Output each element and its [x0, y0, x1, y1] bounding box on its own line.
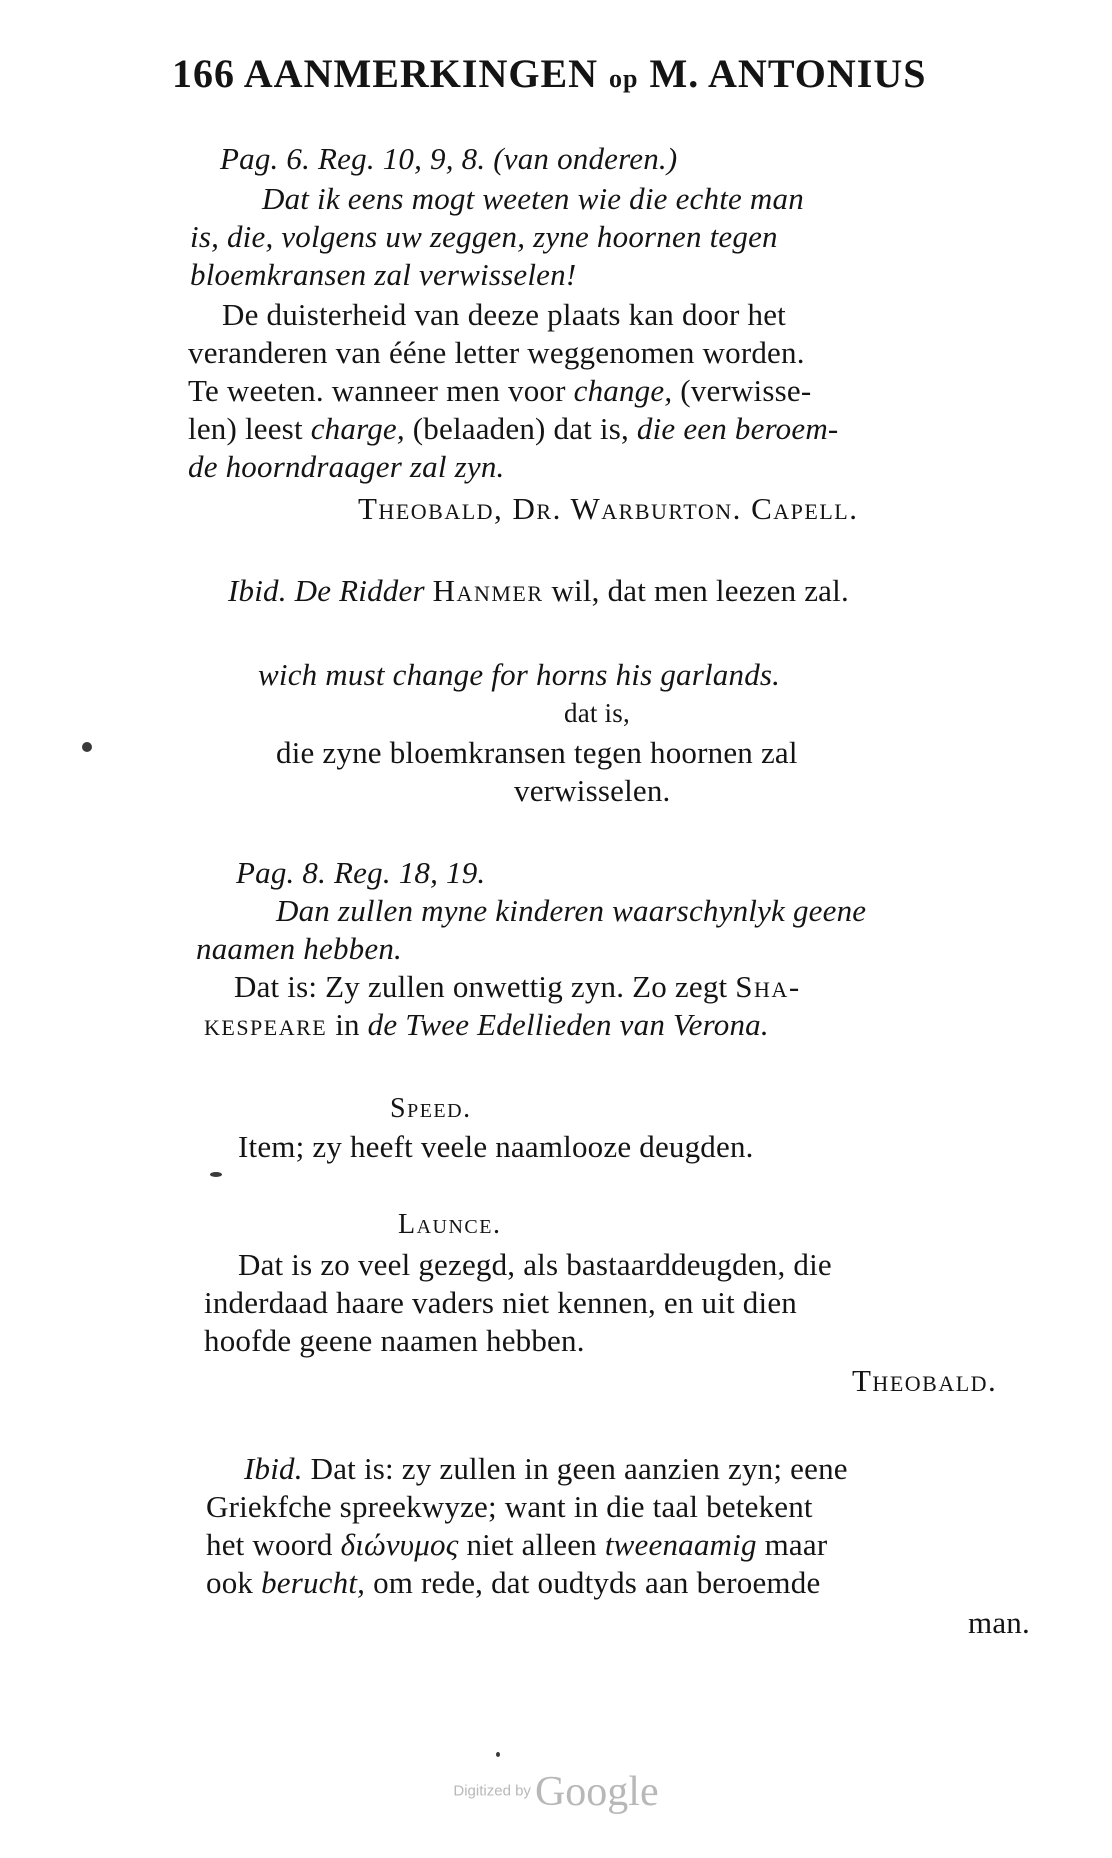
note-4-line-2: Griekfche spreekwyze; want in die taal betekent [206, 1489, 813, 1524]
note-2-connector: dat is, [564, 698, 630, 728]
header-title-part-2: M. ANTONIUS [649, 51, 927, 96]
speaker-speed: Speed. [390, 1093, 472, 1124]
speech-launce-line-2: inderdaad haare vaders niet kennen, en uit dien [204, 1285, 797, 1320]
note-1-reference: Pag. 6. Reg. 10, 9, 8. (van onderen.) [220, 141, 678, 176]
note-2-intro-rest: wil, dat men leezen zal. [551, 573, 849, 608]
note-3-quote-line-1: Dan zullen myne kinderen waarschynlyk geene [276, 893, 867, 928]
speech-speed: Item; zy heeft veele naamlooze deugden. [238, 1129, 754, 1164]
note-1-quote-line-2: is, die, volgens uw zeggen, zyne hoornen tegen [190, 219, 778, 254]
ibid-label: Ibid. [228, 573, 287, 608]
note-3-body-line-1 [234, 968, 801, 1006]
note-4-text: Dat is: zy zullen in geen aanzien zyn; eene [310, 1451, 848, 1486]
scan-speck [210, 1172, 222, 1177]
header-title-part-1: AANMERKINGEN [243, 51, 599, 96]
note-1-body-text: Te weeten. wanneer men voor [188, 373, 566, 408]
note-1-body-text: (belaaden) dat is, [412, 411, 629, 446]
digitized-by-google-watermark [0, 1768, 1112, 1816]
note-2-translation-line-1: die zyne bloemkransen tegen hoornen zal [276, 735, 798, 770]
note-1-body-text: (verwisse- [680, 373, 812, 408]
author-name-hanmer: Hanmer [432, 573, 544, 608]
note-2-intro-italic: De Ridder [294, 573, 425, 608]
header-title-op: op [609, 64, 639, 93]
note-1-body-line-1: De duisterheid van deeze plaats kan door het [222, 297, 786, 332]
scan-speck [82, 742, 92, 752]
note-1-quote-line-3: bloemkransen zal verwisselen! [190, 257, 577, 292]
note-2-translation-line-2: verwisselen. [514, 773, 671, 808]
watermark-prefix: Digitized by [453, 1782, 531, 1800]
note-4-line-4 [206, 1564, 820, 1602]
author-name-shakespeare-part-2: kespeare [204, 1007, 328, 1042]
note-3-body-text: Dat is: Zy zullen onwettig zyn. Zo zegt [234, 969, 728, 1004]
note-4-text: het woord [206, 1527, 333, 1562]
note-3-reference: Pag. 8. Reg. 18, 19. [236, 855, 486, 890]
note-4-text: ook [206, 1565, 254, 1600]
play-title: de Twee Edellieden van Verona. [367, 1007, 769, 1042]
note-3-quote-line-2: naamen hebben. [196, 931, 402, 966]
running-header [172, 50, 926, 97]
ibid-label: Ibid. [244, 1451, 303, 1486]
watermark-brand: Google [534, 1769, 659, 1815]
note-1-signature: Theobald, Dr. Warburton. Capell. [358, 491, 859, 526]
note-3-body-text: in [335, 1007, 360, 1042]
author-name-shakespeare-part-1: Sha- [735, 969, 801, 1004]
speech-launce-line-3: hoofde geene naamen hebben. [204, 1323, 585, 1358]
note-1-body-line-5: de hoorndraager zal zyn. [188, 449, 505, 484]
note-4-word-tweenaamig: tweenaamig [604, 1527, 757, 1562]
note-4-line-1 [244, 1450, 848, 1488]
note-1-body-text: len) leest [188, 411, 303, 446]
note-4-text: maar [764, 1527, 828, 1562]
note-4-line-3 [206, 1526, 827, 1564]
note-1-body-line-3 [188, 372, 811, 410]
scan-speck [496, 1752, 500, 1757]
note-1-word-change: change, [573, 373, 673, 408]
page-number: 166 [172, 51, 235, 96]
note-2-english-reading: wich must change for horns his garlands. [258, 657, 781, 692]
note-1-body-text-italic: die een beroem- [636, 411, 839, 446]
note-2-intro [228, 572, 849, 610]
note-1-word-charge: charge, [310, 411, 405, 446]
note-1-body-line-4 [188, 410, 838, 448]
note-4-text: niet alleen [466, 1527, 597, 1562]
speech-launce-line-1: Dat is zo veel gezegd, als bastaarddeugden, die [238, 1247, 832, 1282]
note-1-quote-line-1: Dat ik eens mogt weeten wie die echte man [262, 181, 804, 216]
catchword: man. [968, 1605, 1030, 1640]
note-4-word-berucht: berucht, [261, 1565, 366, 1600]
note-3-signature: Theobald. [852, 1363, 998, 1398]
greek-word: διώνυμος [340, 1527, 459, 1562]
note-4-text: om rede, dat oudtyds aan beroemde [373, 1565, 821, 1600]
speaker-launce: Launce. [398, 1209, 502, 1240]
note-3-body-line-2 [204, 1006, 769, 1044]
note-1-body-line-2: veranderen van ééne letter weggenomen worden. [188, 335, 805, 370]
